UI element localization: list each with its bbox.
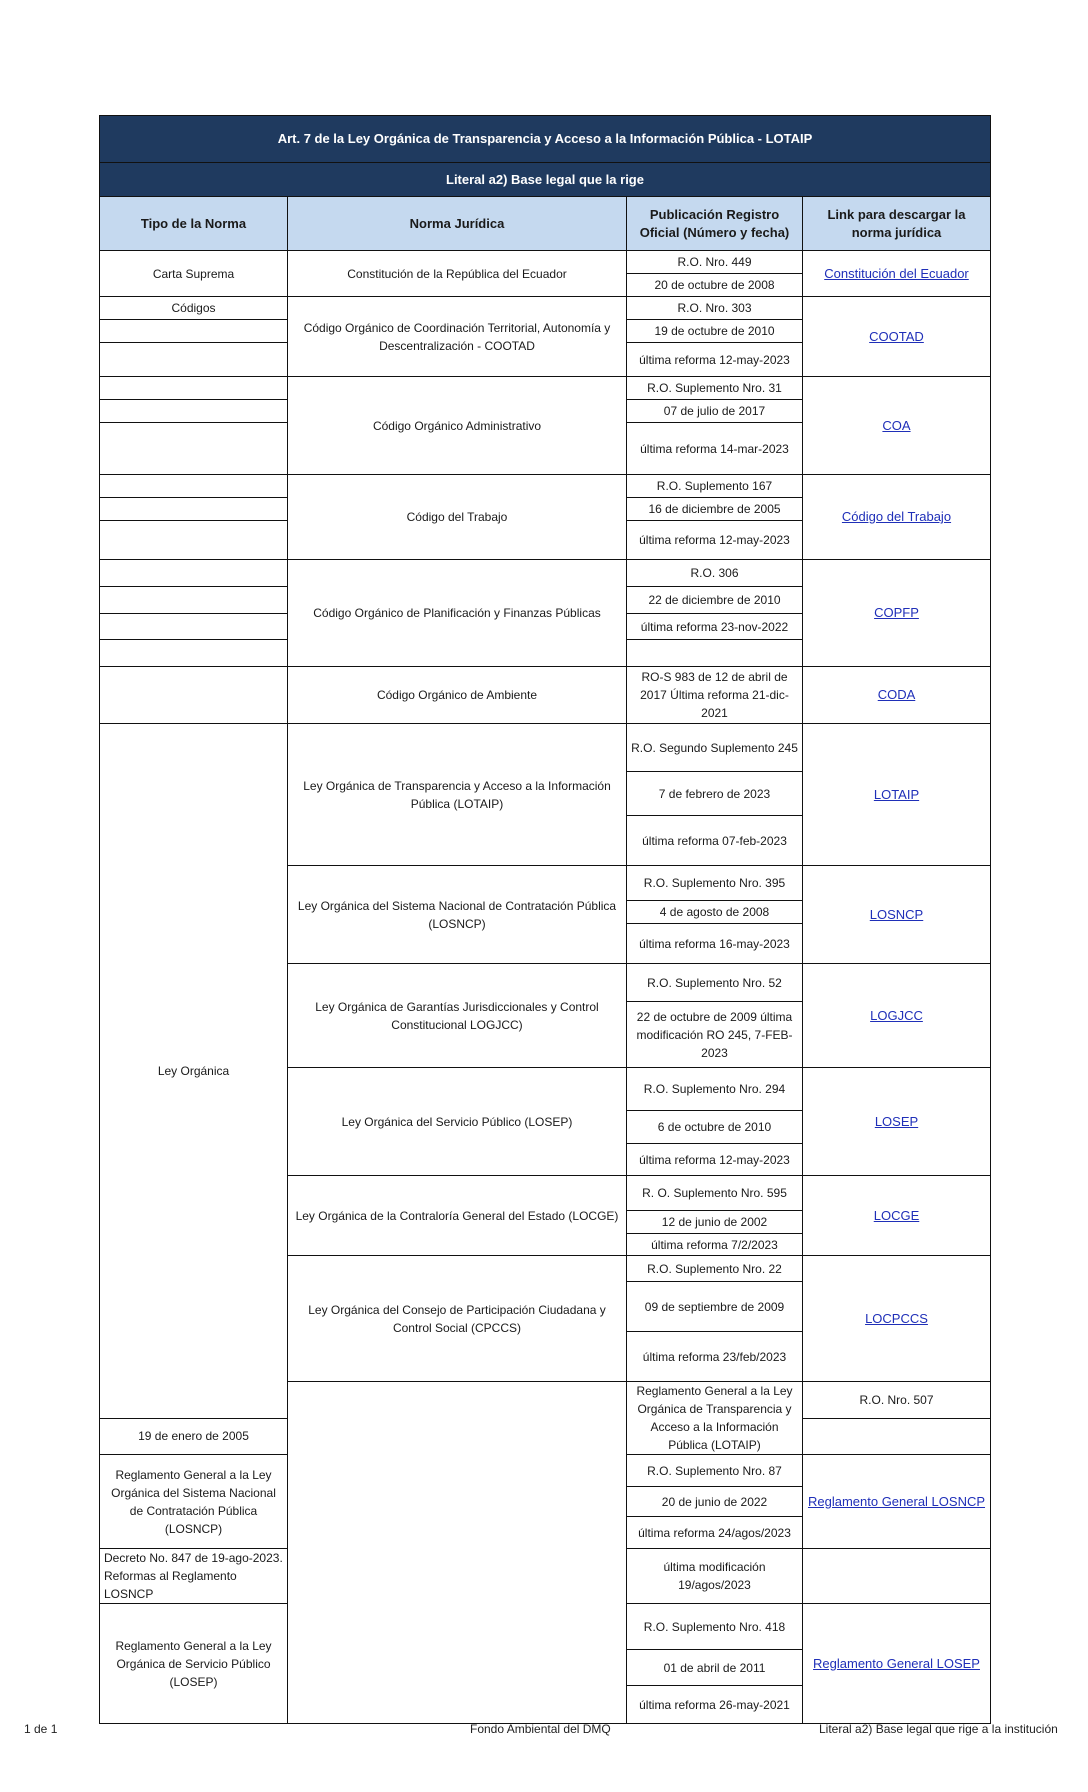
pub-cell: R.O. Suplemento Nro. 31 <box>627 377 803 400</box>
link-cell <box>803 724 991 866</box>
empty-cell <box>100 498 288 521</box>
link-coda[interactable]: CODA <box>877 687 916 702</box>
link-cootad[interactable]: COOTAD <box>869 328 924 344</box>
empty-cell <box>100 587 288 614</box>
base-legal-table <box>99 115 991 1724</box>
link-cell <box>803 1068 991 1176</box>
table-title: Art. 7 de la Ley Orgánica de Transparencia y Acceso a la Información Pública - LOTAIP <box>100 116 991 163</box>
pub-cell: última reforma 23-nov-2022 <box>627 614 803 640</box>
pub-cell: 09 de septiembre de 2009 <box>627 1282 803 1332</box>
norma-reg-losep: Reglamento General a la Ley Orgánica de Servicio Público (LOSEP) <box>100 1604 288 1724</box>
empty-cell <box>100 667 288 724</box>
pub-cell: 7 de febrero de 2023 <box>627 772 803 816</box>
norma-trabajo: Código del Trabajo <box>288 475 627 560</box>
norma-coa: Código Orgánico Administrativo <box>288 377 627 475</box>
pub-cell: última reforma 12-may-2023 <box>627 521 803 560</box>
norma-coda: Código Orgánico de Ambiente <box>288 667 627 724</box>
pub-cell: 6 de octubre de 2010 <box>627 1111 803 1144</box>
link-cell <box>803 560 991 667</box>
pub-cell: R.O. Suplemento Nro. 395 <box>627 866 803 901</box>
link-cell <box>803 377 991 475</box>
pub-cell: 16 de diciembre de 2005 <box>627 498 803 521</box>
pub-cell: R.O. Suplemento 167 <box>627 475 803 498</box>
norma-reg-lotaip: Reglamento General a la Ley Orgánica de Transparencia y Acceso a la Información Pública (LOTAIP) <box>627 1382 803 1455</box>
link-locge[interactable]: LOCGE <box>873 1207 920 1223</box>
pub-cell: R. O. Suplemento Nro. 595 <box>627 1176 803 1211</box>
pub-cell: 07 de julio de 2017 <box>627 400 803 423</box>
footer-entity: Fondo Ambiental del DMQ <box>470 1722 611 1736</box>
pub-cell: 22 de diciembre de 2010 <box>627 587 803 614</box>
empty-cell <box>627 640 803 667</box>
pub-cell: última reforma 07-feb-2023 <box>627 816 803 866</box>
table-subtitle: Literal a2) Base legal que la rige <box>100 163 991 197</box>
empty-cell <box>288 1382 627 1724</box>
pub-cell: R.O. Nro. 449 <box>627 251 803 274</box>
norma-copfp: Código Orgánico de Planificación y Finanzas Públicas <box>288 560 627 667</box>
pub-cell: última reforma 16-may-2023 <box>627 924 803 964</box>
link-trabajo[interactable]: Código del Trabajo <box>841 509 952 524</box>
empty-cell <box>100 400 288 423</box>
pub-cell: R.O. 306 <box>627 560 803 587</box>
norma-locpccs: Ley Orgánica del Consejo de Participación Ciudadana y Control Social (CPCCS) <box>288 1256 627 1382</box>
pub-cell: R.O. Nro. 507 <box>803 1382 991 1419</box>
link-copfp[interactable]: COPFP <box>874 605 919 620</box>
norma-losep: Ley Orgánica del Servicio Público (LOSEP) <box>288 1068 627 1176</box>
link-cell <box>803 964 991 1068</box>
norma-losncp: Ley Orgánica del Sistema Nacional de Contratación Pública (LOSNCP) <box>288 866 627 964</box>
pub-cell: R.O. Segundo Suplemento 245 <box>627 724 803 772</box>
tipo-codigos: Códigos <box>100 297 288 320</box>
link-coa[interactable]: COA <box>882 417 911 433</box>
link-reg-losncp[interactable]: Reglamento General LOSNCP <box>807 1493 986 1509</box>
pub-cell: 01 de abril de 2011 <box>627 1650 803 1686</box>
link-cell <box>803 866 991 964</box>
link-cell <box>803 1256 991 1382</box>
footer-page-number: 1 de 1 <box>24 1722 58 1736</box>
empty-cell <box>100 640 288 667</box>
empty-cell <box>100 377 288 400</box>
empty-cell <box>100 560 288 587</box>
pub-cell: 22 de octubre de 2009 última modificación RO 245, 7-FEB-2023 <box>627 1002 803 1068</box>
norma-locge: Ley Orgánica de la Contraloría General del Estado (LOCGE) <box>288 1176 627 1256</box>
norma-decreto-847: Decreto No. 847 de 19-ago-2023. Reformas al Reglamento LOSNCP <box>100 1549 288 1604</box>
tipo-carta-suprema: Carta Suprema <box>100 251 288 297</box>
pub-cell: 19 de enero de 2005 <box>100 1418 288 1455</box>
link-locpccs[interactable]: LOCPCCS <box>865 1310 928 1326</box>
pub-cell: R.O. Nro. 303 <box>627 297 803 320</box>
norma-lotaip: Ley Orgánica de Transparencia y Acceso a la Información Pública (LOTAIP) <box>288 724 627 866</box>
pub-cell: R.O. Suplemento Nro. 87 <box>627 1455 803 1487</box>
pub-cell: 4 de agosto de 2008 <box>627 901 803 924</box>
pub-cell: última reforma 23/feb/2023 <box>627 1332 803 1382</box>
pub-cell: 12 de junio de 2002 <box>627 1211 803 1234</box>
tipo-ley-organica: Ley Orgánica <box>100 724 288 1419</box>
link-losncp[interactable]: LOSNCP <box>869 906 924 922</box>
empty-cell <box>100 343 288 377</box>
link-cell <box>803 297 991 377</box>
pub-cell: R.O. Suplemento Nro. 418 <box>627 1604 803 1650</box>
link-lotaip[interactable]: LOTAIP <box>873 786 920 802</box>
pub-cell: última modificación 19/agos/2023 <box>627 1549 803 1604</box>
link-cell <box>803 475 991 560</box>
pub-cell: 20 de junio de 2022 <box>627 1487 803 1517</box>
pub-cell: última reforma 14-mar-2023 <box>627 423 803 475</box>
empty-cell <box>100 614 288 640</box>
empty-cell <box>100 475 288 498</box>
pub-cell: R.O. Suplemento Nro. 294 <box>627 1068 803 1111</box>
norma-cootad: Código Orgánico de Coordinación Territorial, Autonomía y Descentralización - COOTAD <box>288 297 627 377</box>
pub-cell: última reforma 12-may-2023 <box>627 343 803 377</box>
pub-cell: última reforma 26-may-2021 <box>627 1686 803 1724</box>
pub-cell: 19 de octubre de 2010 <box>627 320 803 343</box>
empty-cell <box>100 320 288 343</box>
pub-cell: RO-S 983 de 12 de abril de 2017 Última reforma 21-dic-2021 <box>627 667 803 724</box>
empty-cell <box>100 423 288 475</box>
empty-cell <box>100 521 288 560</box>
link-cell <box>803 1455 991 1549</box>
pub-cell: R.O. Suplemento Nro. 22 <box>627 1256 803 1282</box>
norma-logjcc: Ley Orgánica de Garantías Jurisdiccionales y Control Constitucional LOGJCC) <box>288 964 627 1068</box>
norma-constitucion: Constitución de la República del Ecuador <box>288 251 627 297</box>
col-header-norma: Norma Jurídica <box>288 197 627 251</box>
pub-cell: R.O. Suplemento Nro. 52 <box>627 964 803 1002</box>
link-reg-losep[interactable]: Reglamento General LOSEP <box>813 1655 980 1671</box>
link-cell <box>803 1549 991 1604</box>
link-logjcc[interactable]: LOGJCC <box>870 1007 923 1023</box>
link-constitucion[interactable]: Constitución del Ecuador <box>824 265 969 281</box>
footer-section: Literal a2) Base legal que rige a la institución <box>819 1722 1058 1736</box>
pub-cell: última reforma 7/2/2023 <box>627 1234 803 1256</box>
link-cell <box>803 1176 991 1256</box>
link-cell <box>803 667 991 724</box>
link-losep[interactable]: LOSEP <box>874 1113 919 1129</box>
link-cell <box>803 251 991 297</box>
norma-reg-losncp: Reglamento General a la Ley Orgánica del Sistema Nacional de Contratación Pública (LOSNCP) <box>100 1455 288 1549</box>
pub-cell: 20 de octubre de 2008 <box>627 274 803 297</box>
col-header-publicacion: Publicación Registro Oficial (Número y fecha) <box>627 197 803 251</box>
col-header-tipo: Tipo de la Norma <box>100 197 288 251</box>
pub-cell: última reforma 24/agos/2023 <box>627 1517 803 1549</box>
col-header-link: Link para descargar la norma jurídica <box>803 197 991 251</box>
pub-cell: última reforma 12-may-2023 <box>627 1144 803 1176</box>
link-cell <box>803 1604 991 1724</box>
